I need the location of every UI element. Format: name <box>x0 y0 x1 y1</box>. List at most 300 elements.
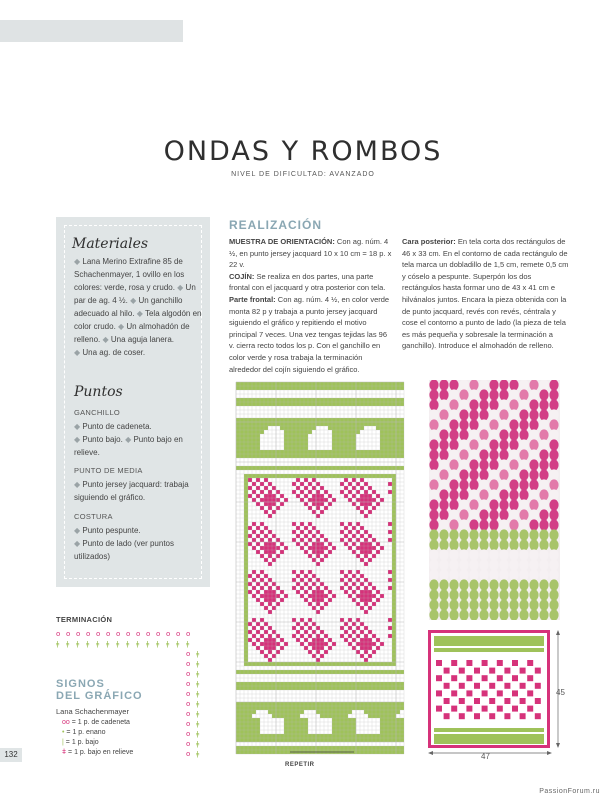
knit-stitch <box>479 459 488 470</box>
chart-cell <box>244 466 248 470</box>
chart-cell <box>252 738 256 742</box>
chart-cell <box>340 446 344 450</box>
chart-cell <box>336 474 340 478</box>
chart-cell <box>284 670 288 674</box>
legend-text: = 1 p. bajo en relieve <box>68 749 134 756</box>
chart-cell <box>240 734 244 738</box>
stitch-group-items: ◆ Punto de cadeneta. ◆ Punto bajo. ◆ Punto bajo en relieve. <box>74 422 183 457</box>
chart-cell <box>300 686 304 690</box>
chart-cell <box>328 474 332 478</box>
chart-cell <box>352 382 356 386</box>
chart-cell <box>308 398 312 402</box>
chart-cell <box>236 730 240 734</box>
knit-stitch <box>529 549 538 560</box>
knit-stitch <box>479 569 488 580</box>
chart-cell <box>360 542 364 546</box>
chart-cell <box>300 726 304 730</box>
chart-cell <box>272 686 276 690</box>
chart-cell <box>300 706 304 710</box>
chart-cell <box>244 642 248 646</box>
chart-cell <box>364 734 368 738</box>
chart-cell <box>400 718 404 722</box>
materials-item: Tela algodón en color crudo. <box>74 309 202 331</box>
chart-cell <box>372 546 376 550</box>
chart-cell <box>320 466 324 470</box>
knit-stitch <box>489 439 498 450</box>
chart-cell <box>376 746 380 750</box>
chart-cell <box>272 590 276 594</box>
chart-cell <box>248 686 252 690</box>
chart-cell <box>316 554 320 558</box>
chart-cell <box>376 638 380 642</box>
chart-cell <box>300 446 304 450</box>
chart-cell <box>264 706 268 710</box>
chart-cell <box>364 550 368 554</box>
chart-cell <box>264 426 268 430</box>
chart-cell <box>344 474 348 478</box>
chart-cell <box>360 642 364 646</box>
knit-stitch <box>529 569 538 580</box>
chart-cell <box>392 514 396 518</box>
chart-cell <box>356 686 360 690</box>
chart-cell <box>400 446 404 450</box>
chart-cell <box>340 618 344 622</box>
chart-cell <box>248 662 252 666</box>
chart-cell <box>368 682 372 686</box>
chart-cell <box>352 534 356 538</box>
chart-cell <box>360 646 364 650</box>
chart-cell <box>292 426 296 430</box>
chart-cell <box>308 738 312 742</box>
chart-cell <box>300 442 304 446</box>
chart-cell <box>264 638 268 642</box>
chart-cell <box>360 606 364 610</box>
chart-cell <box>344 738 348 742</box>
chart-cell <box>288 714 292 718</box>
chart-cell <box>304 590 308 594</box>
chart-cell <box>264 550 268 554</box>
chart-cell <box>320 418 324 422</box>
chart-cell <box>320 746 324 750</box>
chart-cell <box>280 474 284 478</box>
chart-cell <box>388 586 392 590</box>
chart-cell <box>344 426 348 430</box>
stitch-mark: ǂ <box>176 640 180 648</box>
chart-cell <box>380 642 384 646</box>
knit-stitch <box>509 429 518 440</box>
chart-cell <box>292 570 296 574</box>
chart-cell <box>344 526 348 530</box>
knit-stitch <box>539 439 548 450</box>
chart-cell <box>356 738 360 742</box>
chart-cell <box>380 738 384 742</box>
chart-cell <box>336 710 340 714</box>
chart-cell <box>352 446 356 450</box>
chart-cell <box>284 718 288 722</box>
chart-cell <box>288 422 292 426</box>
pillow-green-band <box>434 728 544 732</box>
chart-cell <box>344 710 348 714</box>
chart-cell <box>392 466 396 470</box>
chart-cell <box>244 382 248 386</box>
chart-cell <box>316 642 320 646</box>
chart-cell <box>304 446 308 450</box>
knit-stitch <box>499 499 508 510</box>
knit-stitch <box>479 399 488 410</box>
chart-cell <box>364 646 368 650</box>
knit-stitch <box>429 429 438 440</box>
chart-cell <box>292 422 296 426</box>
pillow-height-label: 45 <box>556 688 565 697</box>
chart-cell <box>348 718 352 722</box>
chart-cell <box>308 594 312 598</box>
chart-cell <box>304 734 308 738</box>
chart-cell <box>348 398 352 402</box>
chart-cell <box>400 670 404 674</box>
pillow-motif <box>474 683 480 689</box>
chart-cell <box>340 634 344 638</box>
chart-cell <box>244 710 248 714</box>
chart-cell <box>356 586 360 590</box>
chart-cell <box>296 446 300 450</box>
chart-cell <box>320 542 324 546</box>
pillow-motif <box>436 675 442 681</box>
chart-cell <box>348 442 352 446</box>
chart-cell <box>372 418 376 422</box>
chart-cell <box>348 594 352 598</box>
chart-cell <box>356 450 360 454</box>
chart-cell <box>256 534 260 538</box>
chart-cell <box>332 706 336 710</box>
knit-stitch <box>429 569 438 580</box>
chart-cell <box>300 586 304 590</box>
chart-cell <box>336 434 340 438</box>
chart-cell <box>392 734 396 738</box>
chart-cell <box>384 750 388 754</box>
chart-cell <box>280 710 284 714</box>
chart-cell <box>392 670 396 674</box>
chart-cell <box>380 466 384 470</box>
chart-cell <box>276 402 280 406</box>
chart-cell <box>388 438 392 442</box>
knit-stitch <box>509 559 518 570</box>
knit-stitch <box>489 539 498 550</box>
chart-cell <box>316 562 320 566</box>
chart-cell <box>320 662 324 666</box>
chart-cell <box>400 402 404 406</box>
chart-cell <box>328 670 332 674</box>
chart-cell <box>372 466 376 470</box>
instructions-column-right <box>402 236 570 352</box>
chart-cell <box>376 750 380 754</box>
knit-stitch <box>449 459 458 470</box>
knit-stitch <box>539 559 548 570</box>
chart-cell <box>316 398 320 402</box>
chart-cell <box>320 454 324 458</box>
chart-cell <box>348 546 352 550</box>
knit-stitch <box>489 469 498 480</box>
chart-cell <box>280 426 284 430</box>
chart-cell <box>256 598 260 602</box>
chart-cell <box>280 750 284 754</box>
knit-stitch <box>449 519 458 530</box>
chart-cell <box>372 650 376 654</box>
chart-cell <box>352 434 356 438</box>
chart-cell <box>380 722 384 726</box>
chart-cell <box>372 602 376 606</box>
chart-cell <box>300 710 304 714</box>
chart-cell <box>244 518 248 522</box>
chart-cell <box>340 734 344 738</box>
chart-cell <box>248 630 252 634</box>
chart-cell <box>252 750 256 754</box>
chart-cell <box>248 746 252 750</box>
pillow-motif <box>535 698 541 704</box>
chart-cell <box>264 738 268 742</box>
chart-cell <box>256 750 260 754</box>
chart-cell <box>276 546 280 550</box>
chart-cell <box>304 730 308 734</box>
chart-cell <box>244 474 248 478</box>
chart-cell <box>308 702 312 706</box>
knit-stitch <box>549 509 558 520</box>
chart-cell <box>332 714 336 718</box>
chart-cell <box>364 662 368 666</box>
chart-cell <box>304 426 308 430</box>
chart-cell <box>296 686 300 690</box>
chart-cell <box>324 702 328 706</box>
chart-cell <box>296 622 300 626</box>
chain-mark: o <box>186 750 191 758</box>
chart-cell <box>360 662 364 666</box>
chart-cell <box>376 402 380 406</box>
chart-cell <box>336 746 340 750</box>
chart-cell <box>360 558 364 562</box>
chart-cell <box>312 386 316 390</box>
chart-cell <box>336 662 340 666</box>
chart-cell <box>304 486 308 490</box>
chart-cell <box>244 446 248 450</box>
knit-stitch <box>429 389 438 400</box>
chart-cell <box>316 450 320 454</box>
chart-cell <box>372 586 376 590</box>
chart-cell <box>284 446 288 450</box>
pillow-motif <box>459 683 465 689</box>
chart-cell <box>296 486 300 490</box>
chart-cell <box>320 638 324 642</box>
chart-cell <box>308 686 312 690</box>
stitch-mark: ǂ <box>196 690 200 698</box>
knit-stitch <box>439 599 448 610</box>
knit-stitch <box>489 579 498 590</box>
chart-cell <box>272 630 276 634</box>
chart-cell <box>296 478 300 482</box>
chart-cell <box>360 450 364 454</box>
chart-cell <box>388 710 392 714</box>
chart-cell <box>384 662 388 666</box>
chart-cell <box>344 682 348 686</box>
chart-cell <box>360 746 364 750</box>
knit-stitch <box>439 569 448 580</box>
chart-cell <box>368 510 372 514</box>
chart-cell <box>352 582 356 586</box>
chart-cell <box>296 722 300 726</box>
chart-cell <box>360 590 364 594</box>
chart-cell <box>372 642 376 646</box>
chart-cell <box>356 706 360 710</box>
knit-stitch <box>539 539 548 550</box>
chart-cell <box>316 686 320 690</box>
stitch-mark: ǂ <box>106 640 110 648</box>
chart-cell <box>312 466 316 470</box>
chart-cell <box>380 594 384 598</box>
chart-cell <box>308 706 312 710</box>
chart-cell <box>256 386 260 390</box>
chart-cell <box>396 446 400 450</box>
chart-cell <box>264 558 268 562</box>
chart-cell <box>332 738 336 742</box>
chart-cell <box>392 630 396 634</box>
chart-cell <box>248 494 252 498</box>
chart-cell <box>388 442 392 446</box>
chart-cell <box>368 594 372 598</box>
chart-cell <box>324 474 328 478</box>
knit-stitch <box>519 549 528 560</box>
pillow-motif <box>474 698 480 704</box>
knit-stitch <box>449 539 458 550</box>
chart-cell <box>296 434 300 438</box>
chart-cell <box>344 686 348 690</box>
chart-cell <box>236 706 240 710</box>
chart-cell <box>288 386 292 390</box>
chart-cell <box>348 578 352 582</box>
chart-cell <box>376 454 380 458</box>
chart-cell <box>360 574 364 578</box>
chart-cell <box>364 474 368 478</box>
chart-cell <box>380 702 384 706</box>
chart-cell <box>244 526 248 530</box>
chart-cell <box>276 714 280 718</box>
chart-cell <box>276 706 280 710</box>
chart-cell <box>296 682 300 686</box>
chart-cell <box>388 454 392 458</box>
knit-stitch <box>519 589 528 600</box>
chart-cell <box>280 386 284 390</box>
knit-detail-photo <box>429 380 560 620</box>
chart-cell <box>360 702 364 706</box>
chart-cell <box>236 750 240 754</box>
chart-cell <box>384 718 388 722</box>
chart-cell <box>364 466 368 470</box>
knit-stitch <box>459 569 468 580</box>
chart-cell <box>364 514 368 518</box>
knit-stitch <box>479 579 488 590</box>
chart-cell <box>344 702 348 706</box>
chart-cell <box>380 382 384 386</box>
chart-cell <box>292 578 296 582</box>
knit-stitch <box>519 469 528 480</box>
chart-cell <box>352 386 356 390</box>
chart-cell <box>244 546 248 550</box>
chart-cell <box>388 450 392 454</box>
chart-cell <box>300 490 304 494</box>
chart-cell <box>304 542 308 546</box>
chart-cell <box>304 418 308 422</box>
chart-cell <box>364 578 368 582</box>
chart-cell <box>272 642 276 646</box>
chart-cell <box>244 722 248 726</box>
chart-cell <box>276 710 280 714</box>
chart-cell <box>388 730 392 734</box>
chart-cell <box>316 586 320 590</box>
chart-cell <box>392 434 396 438</box>
chart-cell <box>364 602 368 606</box>
chart-cell <box>252 538 256 542</box>
chart-cell <box>284 682 288 686</box>
chart-cell <box>352 630 356 634</box>
knit-stitch <box>439 509 448 520</box>
chart-cell <box>244 614 248 618</box>
chart-cell <box>312 558 316 562</box>
chart-cell <box>364 530 368 534</box>
chart-cell <box>344 670 348 674</box>
chart-cell <box>400 686 404 690</box>
chart-cell <box>372 710 376 714</box>
chart-cell <box>300 522 304 526</box>
chart-cell <box>384 714 388 718</box>
knit-stitch <box>549 389 558 400</box>
chart-cell <box>328 550 332 554</box>
chart-cell <box>312 606 316 610</box>
chart-cell <box>268 578 272 582</box>
chart-cell <box>304 438 308 442</box>
chart-cell <box>244 714 248 718</box>
knit-stitch <box>509 449 518 460</box>
chart-cell <box>256 746 260 750</box>
chart-cell <box>352 550 356 554</box>
knit-stitch <box>489 419 498 430</box>
chart-cell <box>240 418 244 422</box>
pillow-motif <box>444 698 450 704</box>
chart-cell <box>268 542 272 546</box>
chart-cell <box>376 710 380 714</box>
chart-cell <box>304 718 308 722</box>
chart-cell <box>324 422 328 426</box>
chart-cell <box>380 706 384 710</box>
legend-item <box>62 749 133 756</box>
chart-cell <box>244 386 248 390</box>
pillow-motif <box>489 668 495 674</box>
chart-cell <box>360 502 364 506</box>
chart-cell <box>244 562 248 566</box>
chart-cell <box>356 498 360 502</box>
instr-text: Con ag. núm. 4 ½, en color verde monta 82 p y trabaja a punto jersey jacquard siguiendo el gráfico y repitiendo el motivo principal 7 veces. Una vez tengas tejidas las 96 v. cierra recto todos los p. Con el ganchillo en color verde y rosa trabaja la terminación alrededor del cojín siguiendo el gráfico. <box>229 294 390 374</box>
chart-cell <box>292 430 296 434</box>
chart-cell <box>388 634 392 638</box>
knit-stitch <box>449 529 458 540</box>
chart-cell <box>304 706 308 710</box>
chart-cell <box>308 670 312 674</box>
stitch-mark: ǂ <box>156 640 160 648</box>
chart-cell <box>352 730 356 734</box>
chart-cell <box>244 542 248 546</box>
chart-cell <box>344 706 348 710</box>
knit-stitch <box>509 459 518 470</box>
chart-cell <box>372 402 376 406</box>
stitch-group-items: ◆ Punto jersey jacquard: trabaja siguiendo el gráfico. <box>74 480 189 502</box>
chart-cell <box>392 534 396 538</box>
chart-cell <box>304 442 308 446</box>
